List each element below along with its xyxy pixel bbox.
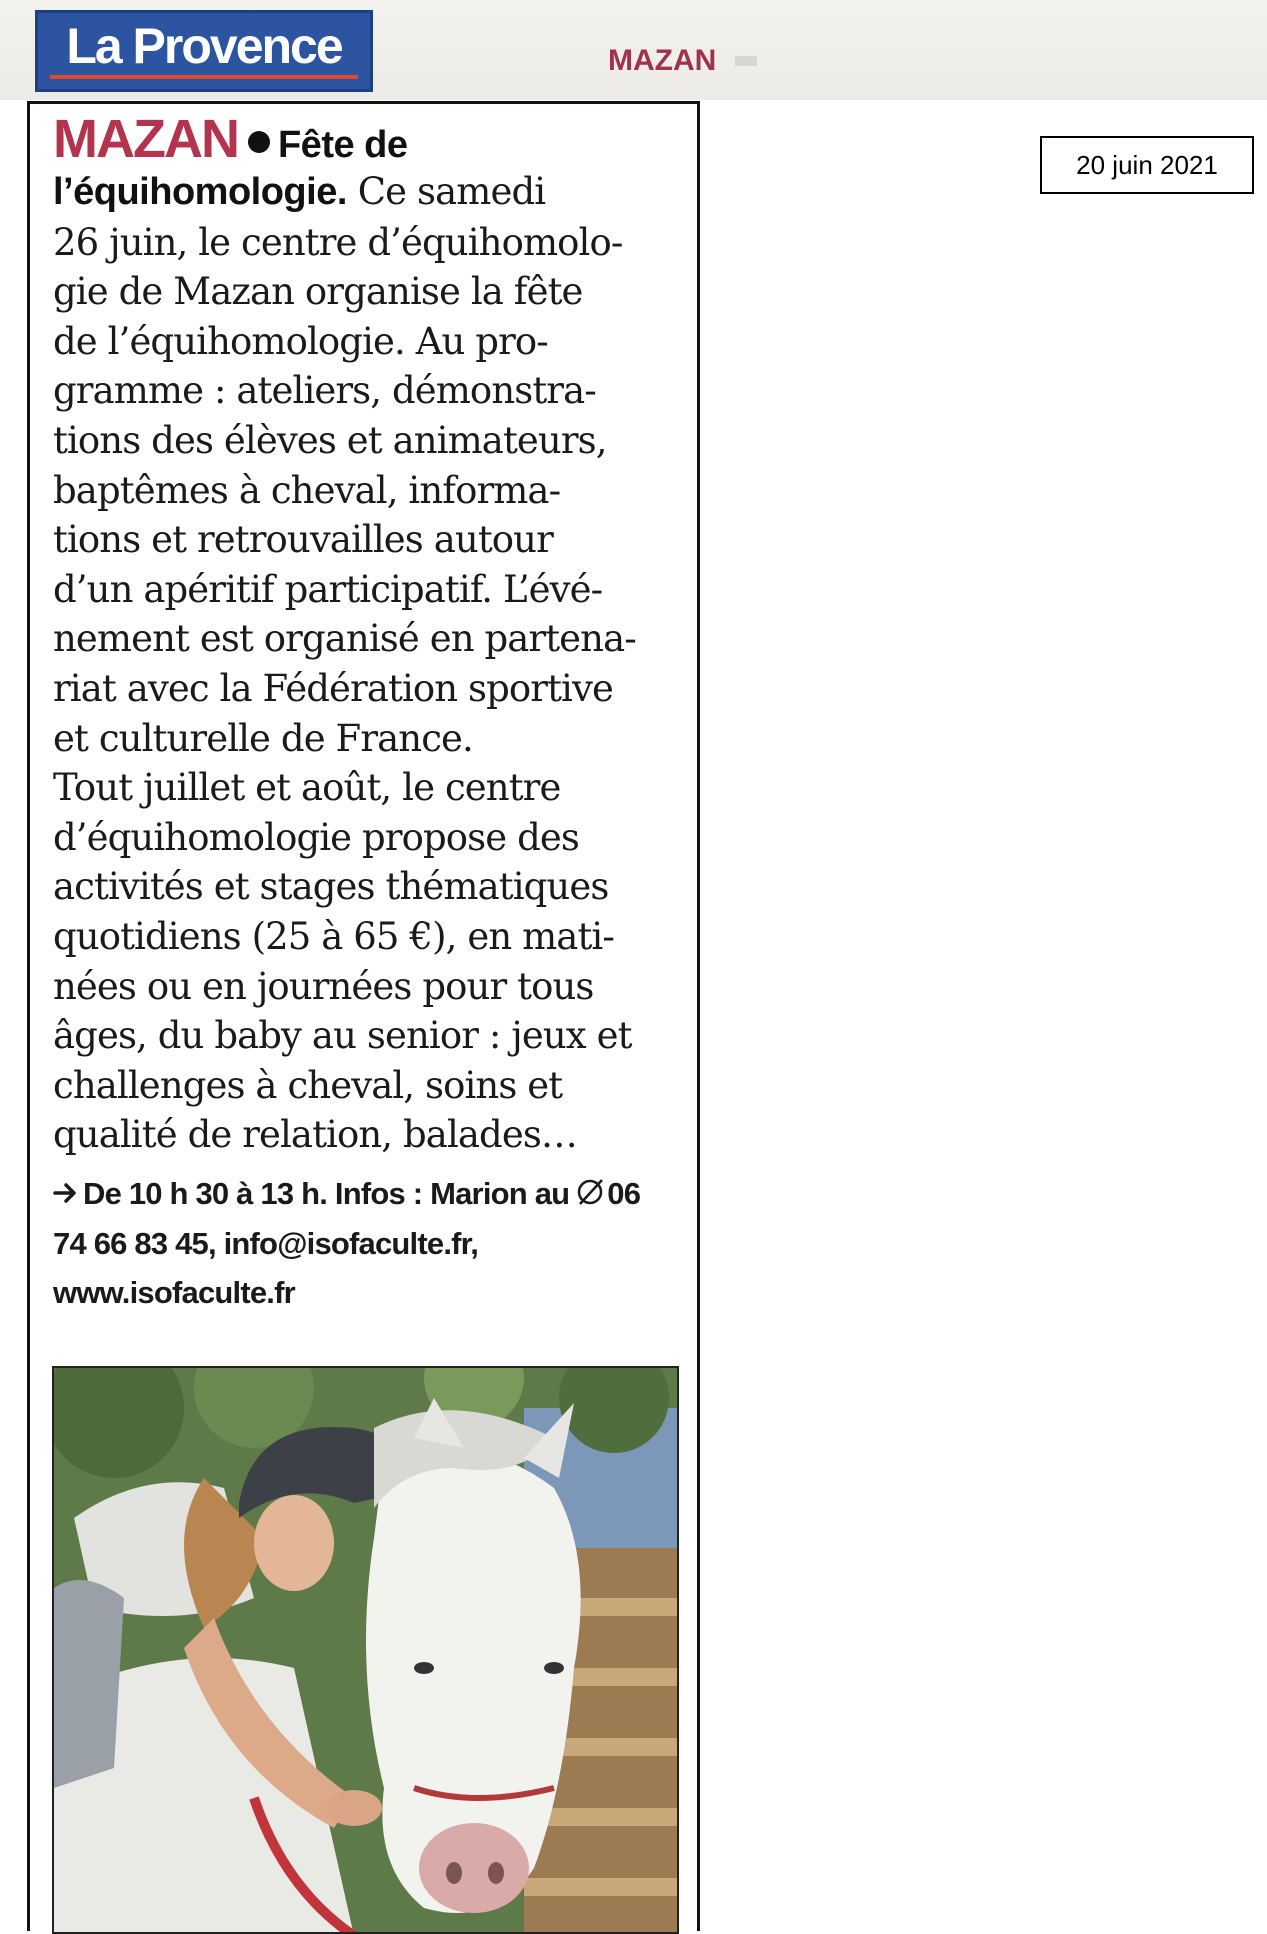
body-line: challenges à cheval, soins et: [53, 1063, 563, 1107]
body-line: d’un apéritif participatif. L’évé-: [53, 567, 603, 611]
article-body: [53, 167, 703, 1160]
body-line: d’équihomologie propose des: [53, 815, 579, 859]
body-line: nement est organisé en partena-: [53, 617, 636, 661]
logo-underline: [50, 75, 358, 79]
body-line: qualité de relation, balades…: [53, 1113, 578, 1157]
body-line: 26 juin, le centre d’équihomolo-: [53, 220, 623, 264]
body-line: l’équihomologie. Ce samedi: [53, 170, 546, 213]
body-line: activités et stages thématiques: [53, 865, 609, 909]
phone-icon: [575, 1177, 605, 1207]
body-line: gramme : ateliers, démonstra-: [53, 369, 596, 413]
info-line: www.isofaculte.fr: [53, 1275, 295, 1310]
section-name: MAZAN: [608, 44, 717, 77]
bullet-icon: [248, 131, 270, 153]
photo-illustration: [54, 1368, 679, 1934]
practical-info: [53, 1169, 693, 1318]
la-provence-logo: [35, 10, 373, 92]
body-line: de l’équihomologie. Au pro-: [53, 319, 548, 363]
kicker: MAZAN: [53, 109, 238, 169]
arrow-right-icon: [53, 1182, 79, 1204]
body-line: tions des élèves et animateurs,: [53, 418, 607, 462]
body-line: riat avec la Fédération sportive: [53, 666, 613, 710]
body-line: Tout juillet et août, le centre: [53, 766, 561, 810]
headline: [53, 108, 408, 168]
body-line: baptêmes à cheval, informa-: [53, 468, 561, 512]
date-label: 20 juin 2021: [1040, 136, 1254, 194]
logo-text: La Provence: [66, 18, 342, 74]
title-part1: Fête de: [277, 124, 408, 166]
body-line: âges, du baby au senior : jeux et: [53, 1014, 632, 1058]
body-line: quotidiens (25 à 65 €), en mati-: [53, 914, 614, 958]
body-line: gie de Mazan organise la fête: [53, 270, 583, 314]
article-clipping: [27, 101, 700, 1931]
print-mark: [735, 56, 757, 66]
title-part2: l’équihomologie.: [53, 171, 347, 213]
rider-horse-photo: [52, 1366, 679, 1934]
body-line: tions et retrouvailles autour: [53, 518, 553, 562]
newspaper-header: [0, 0, 1267, 100]
info-line: 74 66 83 45, info@isofaculte.fr,: [53, 1225, 479, 1261]
body-line: et culturelle de France.: [53, 716, 473, 760]
body-line: nées ou en journées pour tous: [53, 964, 594, 1008]
info-line: De 10 h 30 à 13 h. Infos : Marion au 06: [53, 1169, 693, 1219]
